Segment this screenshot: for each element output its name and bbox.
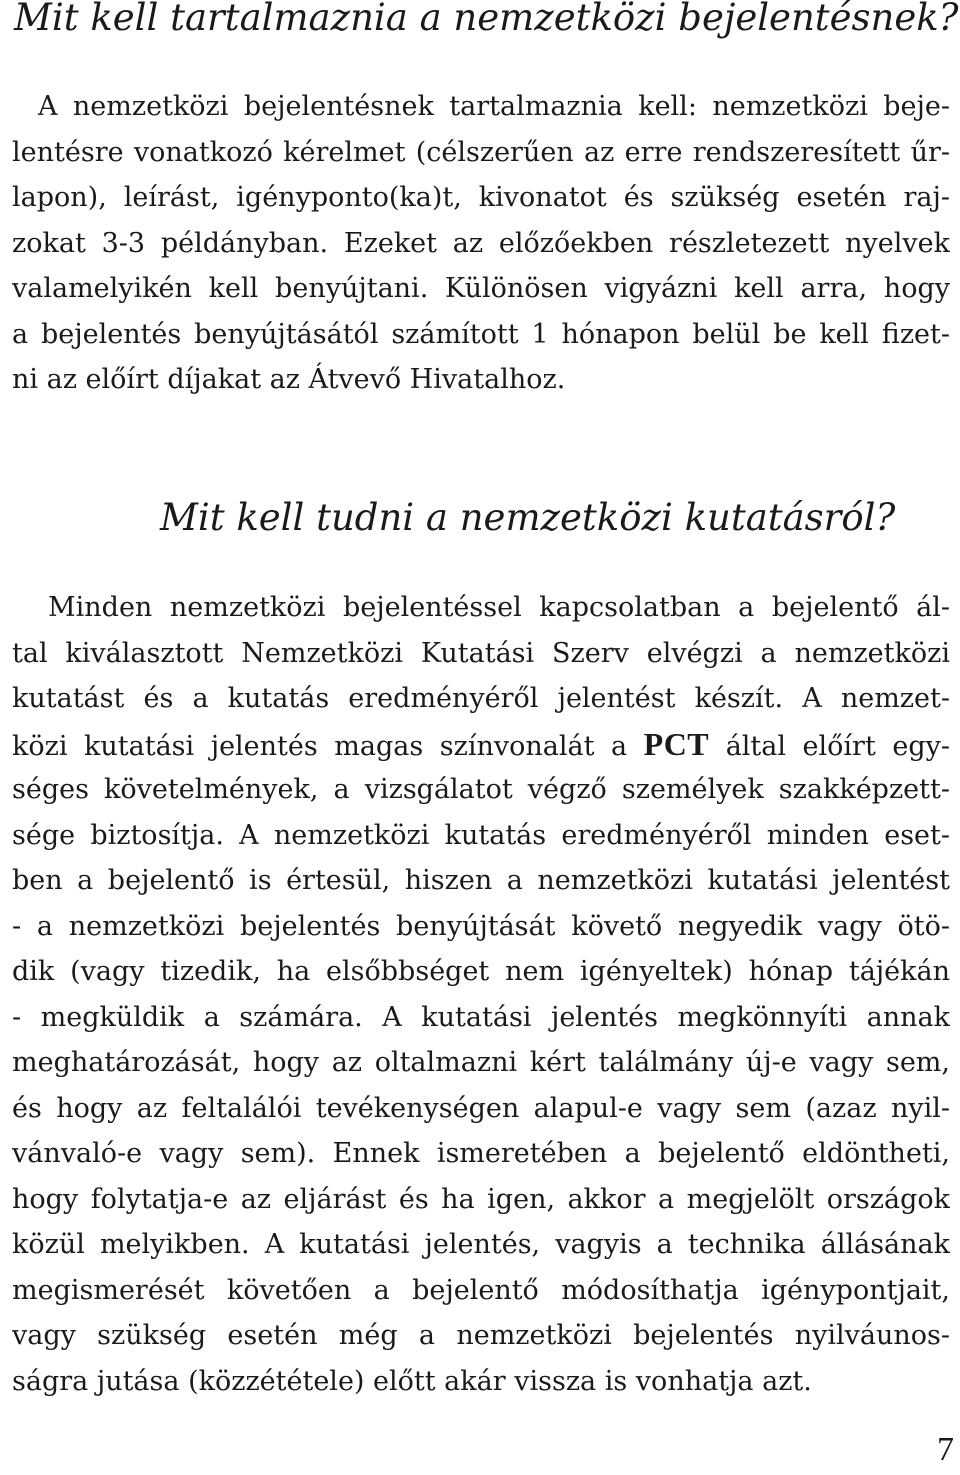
text-line: vagy szükség esetén még a nemzetközi bejelentés nyilváunos- <box>12 1320 950 1351</box>
pct-acronym: PCT <box>643 725 710 762</box>
text-line: a bejelentés benyújtásától számított 1 hónapon belül be kell fizet- <box>12 318 950 350</box>
section-heading-international-search: Mit kell tudni a nemzetközi kutatásról? <box>160 496 896 539</box>
text-line: tal kiválasztott Nemzetközi Kutatási Szerv elvégzi a nemzetközi <box>12 637 950 669</box>
text-line: lentésre vonatkozó kérelmet (célszerűen az erre rendszeresített űr- <box>12 136 950 168</box>
page-number: 7 <box>937 1431 954 1468</box>
text-line: meghatározását, hogy az oltalmazni kért találmány új-e vagy sem, <box>12 1047 950 1078</box>
text-line: zokat 3-3 példányban. Ezeket az előzőekben részletezett nyelvek <box>12 227 950 259</box>
text-line-with-pct <box>12 722 950 768</box>
text-line: valamelyikén kell benyújtani. Különösen vigyázni kell arra, hogy <box>12 273 950 304</box>
text-line: kutatást és a kutatás eredményéről jelentést készít. A nemzet- <box>12 683 950 714</box>
text-line: - a nemzetközi bejelentés benyújtását követő negyedik vagy ötö- <box>12 910 950 942</box>
text-line: Minden nemzetközi bejelentéssel kapcsolatban a bejelentő ál- <box>48 592 950 623</box>
paragraph-submission-contents <box>12 84 950 403</box>
text-line: sége biztosítja. A nemzetközi kutatás eredményéről minden eset- <box>12 819 950 851</box>
text-line: és hogy az feltalálói tevékenységen alapul-e vagy sem (azaz nyil- <box>12 1092 950 1124</box>
text-line: séges követelmények, a vizsgálatot végző személyek szakképzett- <box>12 774 950 805</box>
text-line: A nemzetközi bejelentésnek tartalmaznia kell: nemzetközi beje- <box>38 91 950 122</box>
text-fragment: által előírt egy- <box>725 730 950 762</box>
section-heading-submission-contents: Mit kell tartalmaznia a nemzetközi bejelentésnek? <box>14 0 959 39</box>
text-line: lapon), leírást, igénypontо(ka)t, kivonatot és szükség esetén raj- <box>12 182 950 213</box>
text-fragment: közi kutatási jelentés magas színvonalát a <box>12 730 628 762</box>
text-line: közül melyikben. A kutatási jelentés, vagyis a technika állásának <box>12 1229 950 1260</box>
text-line: vánvaló-e vagy sem). Ennek ismeretében a bejelentő eldöntheti, <box>12 1138 950 1169</box>
text-line: megismerését követően a bejelentő módosíthatja igénypontjait, <box>12 1274 950 1306</box>
text-line: ni az előírt díjakat az Átvevő Hivatalhoz. <box>12 364 566 395</box>
paragraph-international-search <box>12 585 950 1404</box>
text-line: ben a bejelentő is értesül, hiszen a nemzetközi kutatási jelentést <box>12 865 950 896</box>
text-line: dik (vagy tizedik, ha elsőbbséget nem igényeltek) hónap tájékán <box>12 956 950 987</box>
text-line: hogy folytatja-e az eljárást és ha igen, akkor a megjelölt országok <box>12 1183 950 1215</box>
text-line: - megküldik a számára. A kutatási jelentés megkönnyíti annak <box>12 1001 950 1033</box>
text-line: ságra jutása (közzététele) előtt akár vissza is vonhatja azt. <box>12 1365 812 1397</box>
